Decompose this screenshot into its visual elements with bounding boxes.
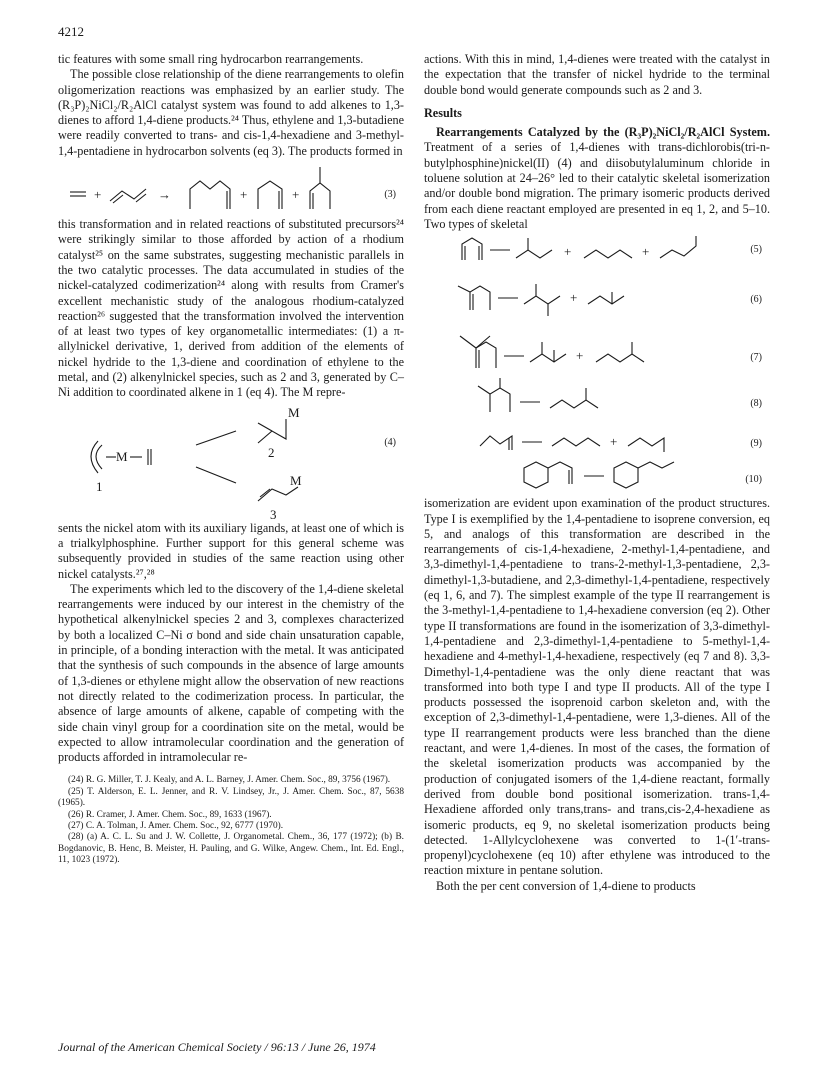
equation-number: (3)	[384, 189, 396, 201]
metal-label: M	[288, 404, 300, 420]
svg-text:+: +	[564, 244, 572, 260]
svg-text:+: +	[642, 244, 650, 260]
equations-5-10-structures	[424, 232, 770, 496]
equation-number: (10)	[745, 474, 762, 486]
page-number: 4212	[58, 24, 84, 39]
equation-number: (6)	[750, 294, 762, 306]
svg-text:+: +	[570, 290, 578, 306]
svg-text:+: +	[240, 187, 248, 203]
paragraph: isomerization are evident upon examination of the product structures. Type I is exemplified by the 1,4-pentadiene to isoprene conversion, eq 5, and analogs of this transformation are described in the rearrangements of cis-1,4-hexadiene, 2-methyl-1,4-pentadiene, and 3,3-dimethyl-1,4-pentadiene to trans-2-methyl-1,3-pentadiene, 2,3-dimethyl-1,3-butadiene, and 2,3-dimethyl-1,4-pentadiene, respectively (eq 1, 6, and 7). The simplest example of the type II rearrangement is the 3-methyl-1,4-pentadiene to 1,4-hexadiene conversion (eq 2). Other type II transformations are found in the isomerization of 3,3-dimethyl-1,4-pentadiene and 2,3-dimethyl-1,4-pentadiene to 5-methyl-1,4-hexadiene and 4-methyl-1,4-hexadiene, respectively (eq 7 and 8). 3,3-Dimethyl-1,4-pentadiene was the only diene reactant that was transformed into both type I and type II products. All of the type I products possessed the isoprenoid carbon skeleton and, with the exception of 2,3-dimethyl-1,4-pentadiene, were 1,3-dienes. All of the type II rearrangement products were less branched than the diene reactant, and were 1,4-dienes. In most of the cases, the formation of the skeletal isomerization products was accompanied by the production of conjugated isomers of the 1,4-diene reactant, formally derived from double bond positional isomerization. trans-1,4-Hexadiene afforded only trans,trans- and trans,cis-2,4-hexadiene as isomeric products, eq 9, no skeletal isomerization products being detected. 1-Allylcyclohexene was converted to 1-(1′-trans-propenyl)cyclohexene (eq 10) after ethylene was introduced to the reaction mixture in pentane solution.	[424, 496, 770, 878]
equations-5-10-scheme	[424, 232, 770, 496]
subsection-heading: Rearrangements Catalyzed by the (R₃P)₂NiCl₂/R₂AlCl System.	[436, 125, 770, 140]
compound-label-3: 3	[270, 506, 277, 521]
paragraph: Both the per cent conversion of 1,4-diene to products	[436, 878, 696, 893]
footnote: (24) R. G. Miller, T. J. Kealy, and A. L. Barney, J. Amer. Chem. Soc., 89, 3756 (1967).	[68, 775, 391, 786]
equation-number: (7)	[750, 352, 762, 364]
equation-4-structures	[58, 401, 404, 521]
footnote: (28) (a) A. C. L. Su and J. W. Collette, J. Organometal. Chem., 36, 177 (1972); (b) B. Bogdanovic, B. Henc, B. Meister, H. Pauling, and G. Wilke, Angew. Chem., Int. Ed. Engl., 11, 1023 (1972).	[58, 832, 404, 866]
svg-text:+: +	[576, 348, 584, 364]
footnote: (25) T. Alderson, E. L. Jenner, and R. V. Lindsey, Jr., J. Amer. Chem. Soc., 87, 5638 (1965).	[58, 786, 404, 809]
section-heading: Results	[424, 105, 462, 120]
paragraph: The possible close relationship of the diene rearrangements to olefin oligomerization reactions was emphasized by an earlier study. The (R₃P)₂NiCl₂/R₂AlCl catalyst system was found to add alkenes to 1,3-dienes to afford 1,4-diene products.²⁴ Thus, ethylene and 1,3-butadiene were readily converted to trans- and cis-1,4-hexadiene and 3-methyl-1,4-pentadiene in hydrocarbon solvents (eq 3). The products formed in	[58, 67, 404, 158]
svg-text:→: →	[158, 187, 171, 203]
paragraph: tic features with some small ring hydrocarbon rearrangements.	[58, 52, 364, 66]
footnote: (27) C. A. Tolman, J. Amer. Chem. Soc., 92, 6777 (1970).	[68, 821, 284, 832]
equation-number: (5)	[750, 244, 762, 256]
left-column	[58, 52, 404, 867]
right-column	[424, 52, 770, 894]
footnote: (26) R. Cramer, J. Amer. Chem. Soc., 89, 1633 (1967).	[68, 809, 272, 820]
svg-text:+: +	[94, 187, 102, 203]
compound-label-1: 1	[96, 478, 103, 494]
footnotes	[58, 775, 404, 866]
equation-number: (8)	[750, 398, 762, 410]
compound-label-2: 2	[268, 444, 275, 460]
equation-4-scheme	[58, 401, 404, 521]
paragraph: The experiments which led to the discovery of the 1,4-diene skeletal rearrangements were induced by our interest in the chemistry of the hypothetical alkenylnickel species 2 and 3, complexes characterized by both a localized C–Ni σ bond and side chain unsaturation capable, in principle, of a bonding interaction with the metal. It was anticipated that the synthesis of such compounds in the absence of large amounts of 1,3-dienes or ethylene might allow the observation of new reactions not directly related to the codimerization process. In particular, the absence of large amounts of alkene, capable of competing with the side chain vinyl group for a coordination site on the metal, would be expected to allow intramolecular coordination and the generation of products afforded in intramolecular re-	[58, 581, 404, 765]
paragraph: this transformation and in related reactions of substituted precursors²⁴ were strikingly similar to those afforded by action of a rhodium catalyst²⁵ on the same substrates, suggesting mechanistic parallels in the two catalytic processes. The data accumulated in studies of the nickel-catalyzed codimerization²⁴ along with results from Cramer's excellent mechanistic study of the analogous rhodium-catalyzed reaction²⁶ suggested that the transformation involved the intervention of at least two types of key organometallic intermediates: (1) a π-allylnickel derivative, 1, derived from addition of the elements of nickel hydride to the 1,3-diene and coordination of ethylene to the metal, and (2) alkenylnickel species, such as 2 and 3, generated by C–Ni addition to coordinated alkene in 1 (eq 4). The M repre-	[58, 217, 404, 400]
equation-3-structures	[58, 159, 404, 217]
equation-number: (9)	[750, 438, 762, 450]
equation-3-scheme	[58, 159, 404, 217]
paragraph: actions. With this in mind, 1,4-dienes were treated with the catalyst in the expectation that the transfer of nickel hydride to the terminal double bond would generate compounds such as 2 and 3.	[424, 52, 770, 97]
journal-footer: Journal of the American Chemical Society / 96:13 / June 26, 1974	[58, 1040, 376, 1054]
equation-number: (4)	[384, 436, 396, 448]
svg-text:+: +	[610, 434, 618, 450]
paragraph: Treatment of a series of 1,4-dienes with trans-dichlorobis(tri-n-butylphosphine)nickel(II) (4) and diisobutylaluminum chloride in toluene solution at 24–26° led to their catalytic skeletal isomerization and/or double bond migration. The primary isomeric products derived from each diene reactant employed are presented in eq 1, 2, and 5–10. Two types of skeletal	[424, 140, 770, 231]
svg-text:+: +	[292, 187, 300, 203]
metal-label: M	[290, 472, 302, 488]
paragraph: sents the nickel atom with its auxiliary ligands, at least one of which is a trialkylphosphine. Further support for this general scheme was subsequently provided in studies of the same reaction using other nickel catalysts.²⁷,²⁸	[58, 520, 404, 581]
metal-label: M	[116, 448, 128, 464]
